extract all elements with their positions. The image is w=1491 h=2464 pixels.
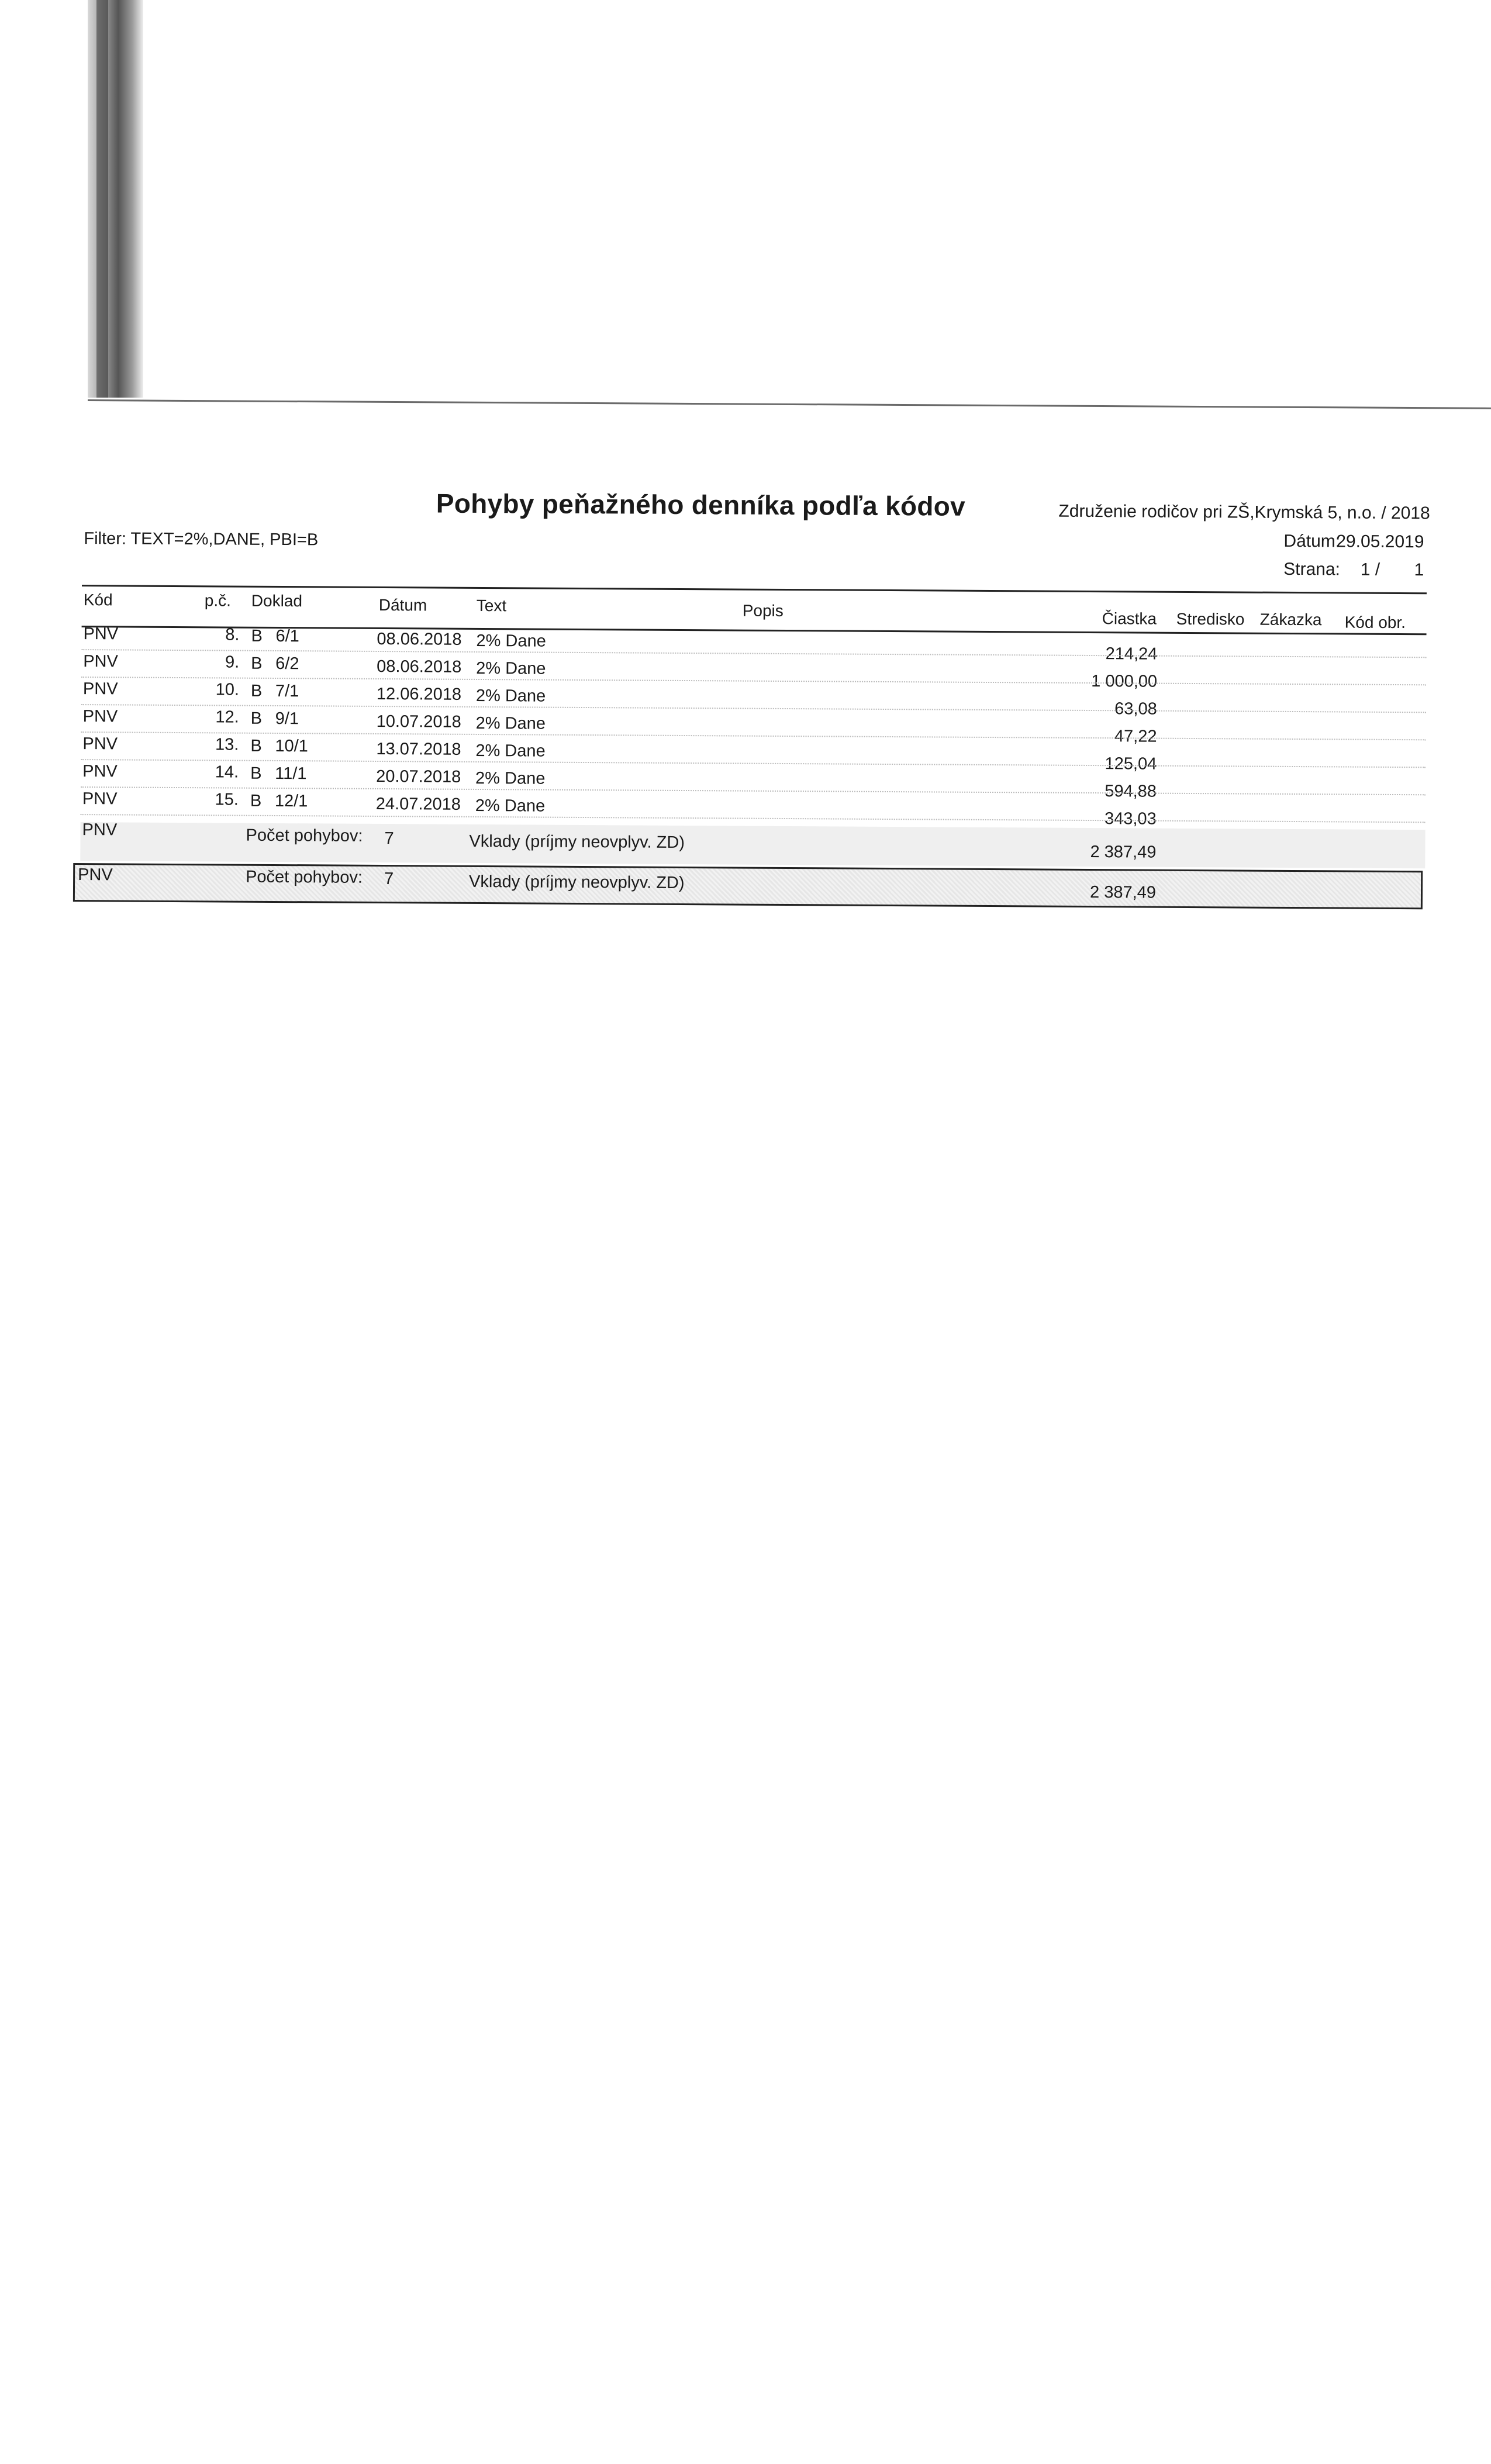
col-pc: p.č. bbox=[204, 591, 232, 610]
row-text: 2% Dane bbox=[475, 768, 546, 788]
subtotal-description: Vklady (príjmy neovplyv. ZD) bbox=[469, 831, 685, 853]
row-datum: 08.06.2018 bbox=[377, 657, 462, 677]
row-pc: 15. bbox=[215, 790, 239, 809]
row-doklad-type: B bbox=[250, 764, 262, 783]
row-kod: PNV bbox=[82, 679, 118, 699]
col-ciastka: Čiastka bbox=[1102, 609, 1157, 628]
subtotal-count-label: Počet pohybov: bbox=[246, 826, 363, 846]
page-label: Strana: bbox=[1283, 559, 1341, 579]
row-datum: 20.07.2018 bbox=[376, 767, 461, 786]
col-zakazka: Zákazka bbox=[1259, 610, 1322, 629]
row-datum: 24.07.2018 bbox=[375, 794, 461, 814]
total-amount: 2 387,49 bbox=[1090, 882, 1157, 902]
row-text: 2% Dane bbox=[476, 658, 546, 678]
col-popis: Popis bbox=[742, 601, 784, 620]
row-doklad-type: B bbox=[250, 681, 263, 700]
row-ciastka: 125,04 bbox=[1105, 754, 1157, 774]
total-count-label: Počet pohybov: bbox=[246, 867, 363, 887]
page-total: 1 bbox=[1414, 560, 1424, 580]
row-pc: 14. bbox=[215, 762, 239, 782]
report-year: / 2018 bbox=[1381, 503, 1430, 523]
row-kod: PNV bbox=[83, 624, 119, 644]
row-datum: 13.07.2018 bbox=[376, 739, 461, 759]
page-value: 1 / bbox=[1360, 560, 1380, 579]
row-doklad: 9/1 bbox=[275, 709, 299, 729]
row-text: 2% Dane bbox=[475, 741, 546, 761]
row-doklad-type: B bbox=[251, 654, 263, 673]
report-filter: Filter: TEXT=2%,DANE, PBI=B bbox=[84, 529, 319, 550]
col-kod: Kód bbox=[83, 591, 113, 609]
row-ciastka: 1 000,00 bbox=[1091, 672, 1158, 691]
row-datum: 12.06.2018 bbox=[376, 684, 462, 704]
row-ciastka: 47,22 bbox=[1114, 727, 1157, 746]
row-ciastka: 594,88 bbox=[1105, 782, 1157, 801]
row-doklad: 11/1 bbox=[275, 764, 307, 784]
row-doklad: 12/1 bbox=[274, 791, 308, 811]
subtotal-amount: 2 387,49 bbox=[1090, 842, 1157, 862]
row-doklad: 6/2 bbox=[275, 654, 299, 674]
row-kod: PNV bbox=[82, 707, 118, 726]
row-doklad-type: B bbox=[251, 626, 263, 646]
row-kod: PNV bbox=[83, 652, 118, 671]
row-pc: 13. bbox=[215, 735, 239, 754]
col-datum: Dátum bbox=[378, 595, 427, 615]
total-description: Vklady (príjmy neovplyv. ZD) bbox=[468, 872, 685, 893]
total-count: 7 bbox=[384, 869, 394, 889]
organization-name: Združenie rodičov pri ZŠ,Krymská 5, n.o. bbox=[1058, 501, 1377, 523]
col-kod-obr: Kód obr. bbox=[1344, 613, 1406, 632]
row-kod: PNV bbox=[82, 789, 118, 809]
row-text: 2% Dane bbox=[475, 686, 546, 706]
subtotal-count: 7 bbox=[384, 829, 394, 848]
row-kod: PNV bbox=[82, 734, 118, 754]
col-stredisko: Stredisko bbox=[1176, 609, 1245, 629]
row-datum: 10.07.2018 bbox=[376, 712, 461, 731]
date-value: 29.05.2019 bbox=[1336, 532, 1424, 552]
row-pc: 8. bbox=[225, 625, 240, 644]
row-kod: PNV bbox=[82, 762, 118, 781]
row-datum: 08.06.2018 bbox=[377, 629, 462, 649]
col-doklad: Doklad bbox=[251, 591, 303, 610]
row-doklad-type: B bbox=[250, 709, 263, 728]
row-doklad-type: B bbox=[250, 791, 262, 810]
row-doklad-type: B bbox=[250, 736, 262, 755]
subtotal-kod: PNV bbox=[82, 820, 118, 840]
row-doklad: 10/1 bbox=[275, 736, 308, 756]
col-text: Text bbox=[476, 596, 507, 615]
total-kod: PNV bbox=[78, 865, 113, 885]
row-text: 2% Dane bbox=[475, 713, 546, 733]
row-pc: 12. bbox=[215, 708, 239, 727]
row-ciastka: 63,08 bbox=[1114, 699, 1157, 719]
report-title: Pohyby peňažného denníka podľa kódov bbox=[436, 488, 966, 522]
row-text: 2% Dane bbox=[476, 631, 546, 651]
row-ciastka: 343,03 bbox=[1104, 809, 1157, 829]
row-pc: 9. bbox=[225, 653, 240, 672]
row-doklad: 7/1 bbox=[275, 681, 299, 701]
row-ciastka: 214,24 bbox=[1105, 644, 1158, 664]
row-doklad: 6/1 bbox=[275, 626, 299, 646]
row-pc: 10. bbox=[215, 680, 240, 699]
date-label: Dátum: bbox=[1283, 531, 1341, 551]
row-text: 2% Dane bbox=[475, 796, 546, 816]
organization-header bbox=[1058, 502, 1430, 524]
